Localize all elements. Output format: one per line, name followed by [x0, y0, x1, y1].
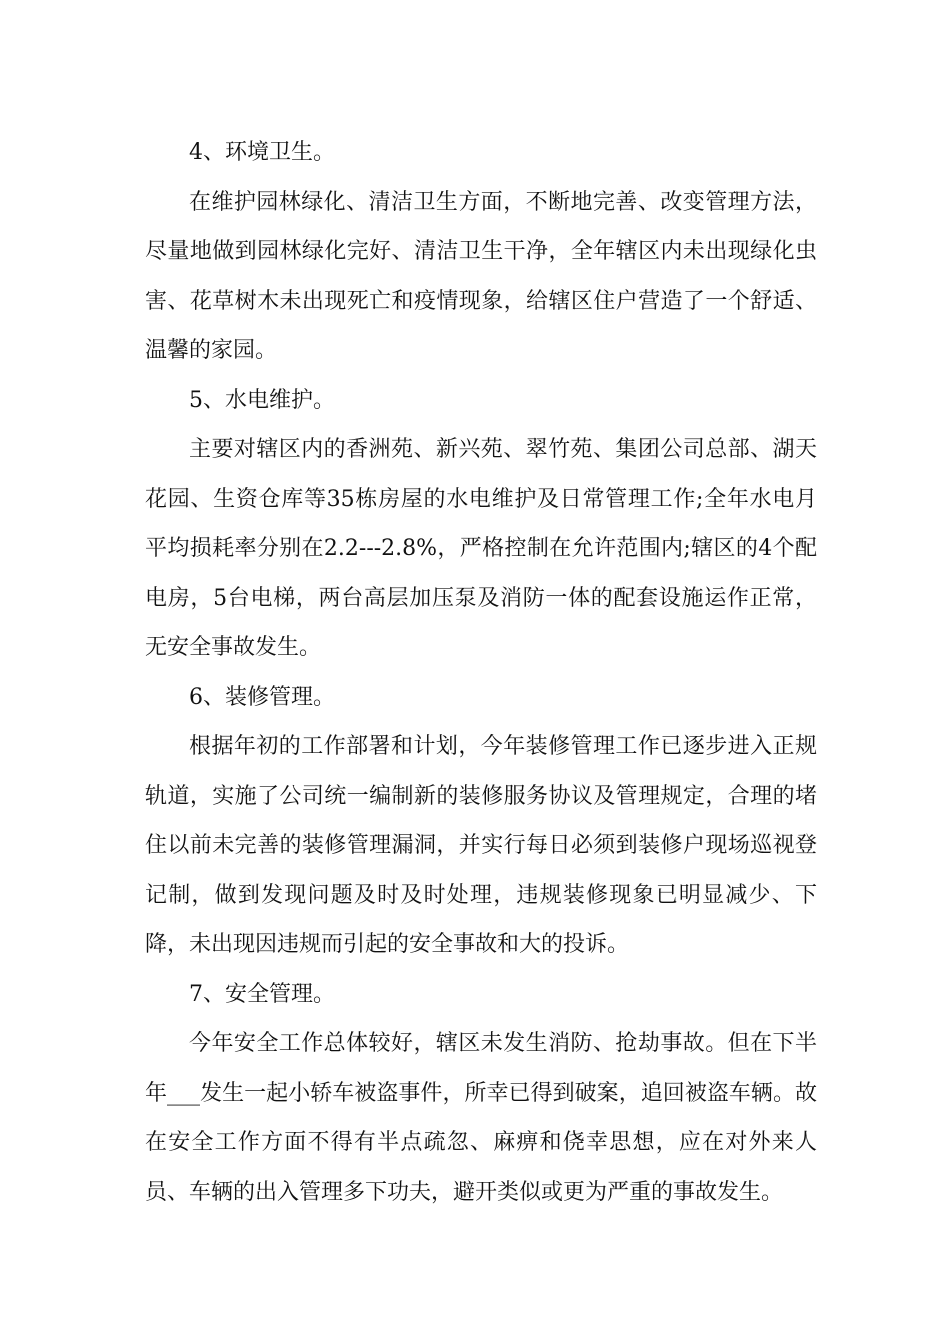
section-heading-renovation: 6、装修管理。 [189, 684, 335, 710]
section-heading-utilities: 5、水电维护。 [189, 387, 335, 413]
section-paragraph-renovation: 根据年初的工作部署和计划，今年装修管理工作已逐步进入正规轨道，实施了公司统一编制新的装修服务协议及管理规定，合理的堵住以前未完善的装修管理漏洞，并实行每日必须到装修户现场巡视登记制，做到发现问题及时及时处理，违规装修现象已明显减少、下降，未出现因违规而引起的安全事故和大的投诉。 [145, 734, 817, 957]
document-body [145, 128, 817, 1217]
section-paragraph-utilities: 主要对辖区内的香洲苑、新兴苑、翠竹苑、集团公司总部、湖天花园、生资仓库等35栋房屋的水电维护及日常管理工作;全年水电月平均损耗率分别在2.2---2.8%，严格控制在允许范围内;辖区的4个配电房，5台电梯，两台高层加压泵及消防一体的配套设施运作正常，无安全事故发生。 [145, 437, 817, 660]
section-paragraph-environment: 在维护园林绿化、清洁卫生方面，不断地完善、改变管理方法，尽量地做到园林绿化完好、清洁卫生干净，全年辖区内未出现绿化虫害、花草树木未出现死亡和疫情现象，给辖区住户营造了一个舒适、温馨的家园。 [145, 189, 817, 363]
section-paragraph-security: 今年安全工作总体较好，辖区未发生消防、抢劫事故。但在下半年___发生一起小轿车被盗事件，所幸已得到破案，追回被盗车辆。故在安全工作方面不得有半点疏忽、麻痹和侥幸思想，应在对外来人员、车辆的出入管理多下功夫，避开类似或更为严重的事故发生。 [145, 1031, 817, 1205]
section-heading-environment: 4、环境卫生。 [189, 140, 335, 165]
section-heading-security: 7、安全管理。 [189, 981, 335, 1007]
